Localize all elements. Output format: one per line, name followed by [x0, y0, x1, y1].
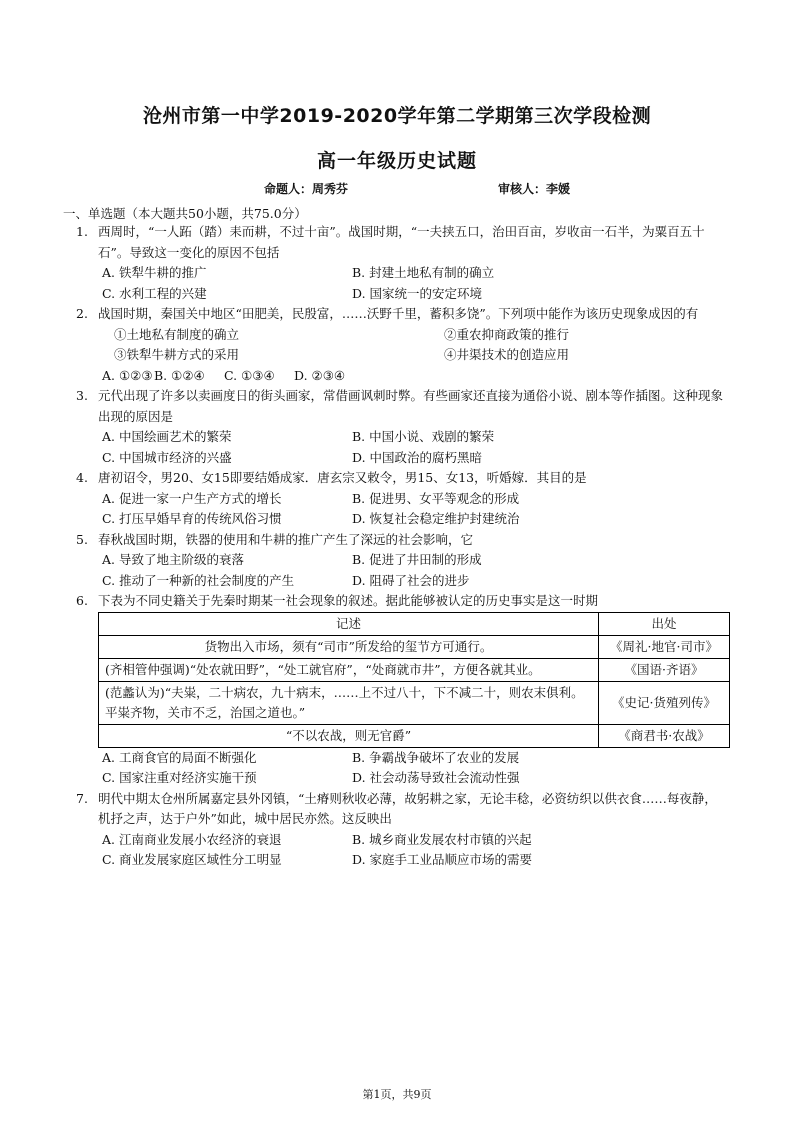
option-b: B. 封建土地私有制的确立 — [352, 265, 495, 280]
question-4-options — [68, 489, 728, 530]
question-3-options — [68, 427, 728, 468]
question-stem: 春秋战国时期，铁器的使用和牛耕的推广产生了深远的社会影响，它 — [98, 531, 474, 547]
item-4: ④井渠技术的创造应用 — [444, 347, 570, 362]
table-cell-source: 《史记·货殖列传》 — [599, 681, 730, 724]
question-5 — [68, 530, 728, 551]
option-c: C. 商业发展家庭区域性分工明显 — [102, 852, 282, 867]
table-cell-source: 《周礼·地官·司市》 — [599, 635, 730, 658]
option-a: A. 促进一家一户生产方式的增长 — [102, 490, 282, 506]
source-table — [98, 612, 730, 748]
item-1: ①土地私有制度的确立 — [114, 326, 240, 342]
option-a: A. 导致了地主阶级的衰落 — [102, 552, 244, 567]
question-2 — [68, 304, 728, 325]
question-stem: 明代中期太仓州所属嘉定县外冈镇，“土瘠则秋收必薄，故躬耕之家，无论丰稔，必资纺织以供衣食……每夜静，机抒之声，达于户外”如此，城中居民亦然。这反映出 — [98, 790, 717, 826]
option-a: A. ①②③ — [102, 367, 153, 383]
question-2-options — [68, 366, 728, 387]
option-c: C. 水利工程的兴建 — [102, 285, 207, 301]
table-row — [99, 724, 730, 747]
table-row — [99, 681, 730, 724]
question-stem: 下表为不同史籍关于先秦时期某一社会现象的叙述。据此能够被认定的历史事实是这一时期 — [98, 593, 599, 608]
option-b: B. 促进男、女平等观念的形成 — [352, 490, 520, 506]
question-number: 7. — [76, 790, 88, 806]
question-1 — [68, 222, 728, 263]
option-d: D. 中国政治的腐朽黑暗 — [352, 449, 483, 465]
exam-title: 沧州市第一中学2019-2020学年第二学期第三次学段检测 — [142, 105, 652, 127]
table-header-source: 出处 — [599, 612, 730, 635]
option-b: B. ①②④ — [154, 367, 205, 383]
question-number: 4. — [76, 470, 88, 485]
question-number: 2. — [76, 306, 88, 321]
option-d: D. 阻碍了社会的进步 — [352, 572, 470, 588]
option-c: C. ①③④ — [224, 367, 275, 383]
question-stem: 元代出现了许多以卖画度日的街头画家，常借画讽刺时弊。有些画家还直接为通俗小说、剧本等作插图。这种现象出现的原因是 — [98, 388, 724, 424]
question-6-options — [68, 748, 728, 789]
option-d: D. 恢复社会稳定维护封建统治 — [352, 511, 520, 526]
option-d: D. 国家统一的安定环境 — [352, 285, 483, 301]
option-d: D. 社会动荡导致社会流动性强 — [352, 770, 520, 785]
author: 命题人：周秀芬 — [264, 182, 349, 196]
option-c: C. 中国城市经济的兴盛 — [102, 449, 232, 465]
question-number: 6. — [76, 593, 88, 608]
question-number: 1. — [76, 224, 88, 239]
question-2-items — [68, 325, 728, 366]
question-number: 5. — [76, 531, 88, 547]
option-c: C. 打压早婚早育的传统风俗习惯 — [102, 511, 282, 526]
exam-subtitle: 高一年级历史试题 — [316, 150, 477, 172]
section-heading: 一、单选题（本大题共50小题，共75.0分） — [63, 206, 307, 221]
question-7-options — [68, 830, 728, 871]
reviewer: 审核人：李媛 — [498, 182, 571, 196]
page-footer: 第1页，共9页 — [362, 1088, 432, 1101]
question-7 — [68, 789, 728, 830]
table-row — [99, 635, 730, 658]
option-c: C. 推动了一种新的社会制度的产生 — [102, 572, 295, 588]
option-a: A. 中国绘画艺术的繁荣 — [102, 429, 232, 444]
question-stem: 战国时期，秦国关中地区“田肥美，民殷富，……沃野千里，蓄积多饶”。下列项中能作为该历史现象成因的有 — [98, 306, 699, 321]
option-b: B. 中国小说、戏剧的繁荣 — [352, 429, 495, 444]
item-2: ②重农抑商政策的推行 — [444, 326, 570, 342]
question-stem: 西周时，“一人跖（踏）耒而耕，不过十亩”。战国时期，“一夫挟五口，治田百亩，岁收亩一石半，为粟百五十石”。导致这一变化的原因不包括 — [98, 224, 705, 260]
option-d: D. ②③④ — [294, 367, 346, 383]
table-cell-record: (范蠡认为)“夫粜，二十病农，九十病末，……上不过八十，下不减二十，则农末俱利。平粜齐物，关市不乏，治国之道也。” — [99, 681, 599, 724]
question-1-options — [68, 263, 728, 304]
table-cell-source: 《商君书·农战》 — [599, 724, 730, 747]
option-d: D. 家庭手工业品顺应市场的需要 — [352, 852, 533, 867]
option-a: A. 铁犁牛耕的推广 — [102, 265, 207, 280]
item-3: ③铁犁牛耕方式的采用 — [114, 347, 240, 362]
table-cell-record: (齐相管仲强调)“处农就田野”，“处工就官府”，“处商就市井”，方便各就其业。 — [99, 658, 599, 681]
table-header-record: 记述 — [99, 612, 599, 635]
questions-body — [68, 222, 728, 871]
option-c: C. 国家注重对经济实施干预 — [102, 770, 257, 785]
question-3 — [68, 386, 728, 427]
question-number: 3. — [76, 388, 88, 403]
table-cell-record: 货物出入市场，须有“司市”所发给的玺节方可通行。 — [99, 635, 599, 658]
option-a: A. 工商食官的局面不断强化 — [102, 749, 257, 765]
table-cell-source: 《国语·齐语》 — [599, 658, 730, 681]
question-5-options — [68, 550, 728, 591]
option-b: B. 争霸战争破坏了农业的发展 — [352, 749, 520, 765]
question-stem: 唐初诏令，男20、女15即要结婚成家．唐玄宗又敕令，男15、女13，听婚嫁．其目的是 — [98, 470, 587, 485]
option-b: B. 城乡商业发展农村市镇的兴起 — [352, 831, 532, 847]
option-a: A. 江南商业发展小农经济的衰退 — [102, 831, 282, 847]
option-b: B. 促进了井田制的形成 — [352, 552, 482, 567]
table-header-row — [99, 612, 730, 635]
question-6 — [68, 591, 728, 612]
table-cell-record: “不以农战，则无官爵” — [99, 724, 599, 747]
question-4 — [68, 468, 728, 489]
table-row — [99, 658, 730, 681]
